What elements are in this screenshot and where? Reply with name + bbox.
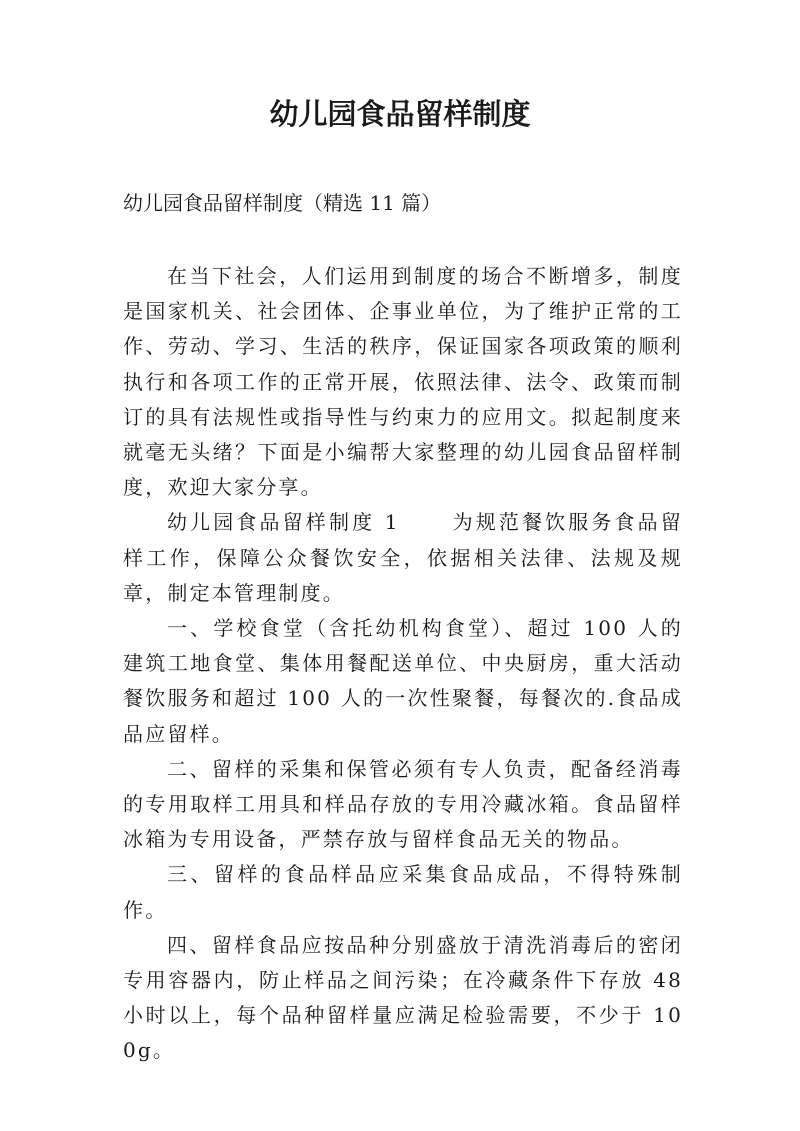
rule-paragraph-3: 三、留样的食品样品应采集食品成品，不得特殊制作。 [123,862,683,922]
intro-paragraph: 在当下社会，人们运用到制度的场合不断增多，制度是国家机关、社会团体、企事业单位，为了维护正常的工作、劳动、学习、生活的秩序，保证国家各项政策的顺利执行和各项工作的正常开展，依照法律、法令、政策而制订的具有法规性或指导性与约束力的应用文。拟起制度来就毫无头绪？下面是小编帮大家整理的幼儿园食品留样制度，欢迎大家分享。 [123,264,683,500]
rule-paragraph-2: 二、留样的采集和保管必须有专人负责，配备经消毒的专用取样工用具和样品存放的专用冷藏冰箱。食品留样冰箱为专用设备，严禁存放与留样食品无关的物品。 [123,756,683,852]
document-subtitle: 幼儿园食品留样制度（精选 11 篇） [123,191,442,215]
rule-paragraph-1: 一、学校食堂（含托幼机构食堂）、超过 100 人的建筑工地食堂、集体用餐配送单位、中央厨房，重大活动餐饮服务和超过 100 人的一次性聚餐，每餐次的.食品成品应留样。 [123,616,683,746]
section-heading: 幼儿园食品留样制度 1 [167,510,400,535]
rule-paragraph-4: 四、留样食品应按品种分别盛放于清洗消毒后的密闭专用容器内，防止样品之间污染；在冷藏条件下存放 48 小时以上，每个品种留样量应满足检验需要，不少于 100g。 [123,932,683,1063]
document-title: 幼儿园食品留样制度 [269,97,531,131]
document-body [123,259,683,1069]
section-intro: 为规范餐饮服务食品留样工作，保障公众餐饮安全，依据相关法律、法规及规章，制定本管理制度。 [123,510,683,605]
section-paragraph [123,505,683,611]
